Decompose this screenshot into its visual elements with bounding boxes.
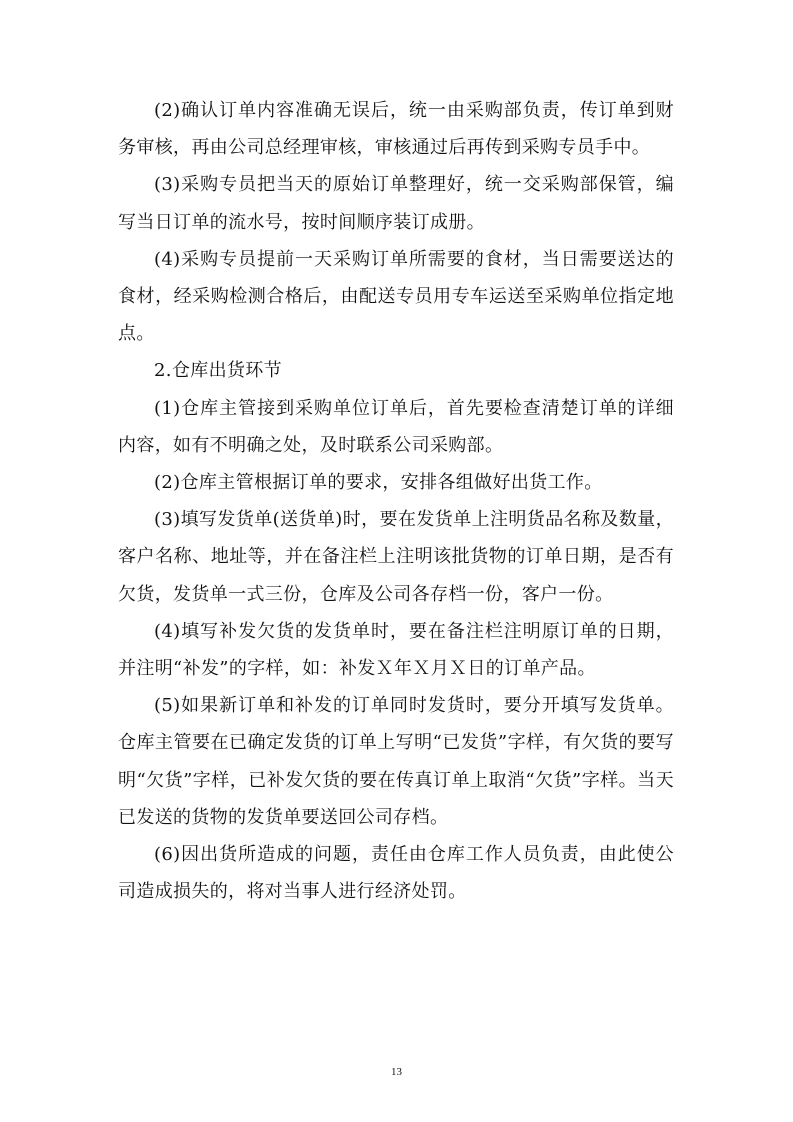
document-body xyxy=(118,92,674,910)
paragraph-ingredient-purchase: (4)采购专员提前一天采购订单所需要的食材，当日需要送达的食材，经采购检测合格后，由配送专员用专车运送至采购单位指定地点。 xyxy=(118,248,674,345)
section-heading-warehouse-shipping: 2.仓库出货环节 xyxy=(154,360,282,382)
paragraph-order-confirmation: (2)确认订单内容准确无误后，统一由采购部负责，传订单到财务审核，再由公司总经理审核，审核通过后再传到采购专员手中。 xyxy=(118,100,674,159)
paragraph-responsibility: (6)因出货所造成的问题，责任由仓库工作人员负责，由此使公司造成损失的，将对当事人进行经济处罚。 xyxy=(118,844,674,903)
paragraph-order-check: (1)仓库主管接到采购单位订单后，首先要检查清楚订单的详细内容，如有不明确之处，及时联系公司采购部。 xyxy=(118,397,674,456)
paragraph-order-archiving: (3)采购专员把当天的原始订单整理好，统一交采购部保管，编写当日订单的流水号，按时间顺序装订成册。 xyxy=(118,174,674,233)
paragraph-delivery-note: (3)填写发货单(送货单)时，要在发货单上注明货品名称及数量，客户名称、地址等，并在备注栏上注明该批货物的订单日期，是否有欠货，发货单一式三份，仓库及公司各存档一份，客户一份。 xyxy=(118,509,674,605)
paragraph-backorder-note: (4)填写补发欠货的发货单时，要在备注栏注明原订单的日期，并注明“补发”的字样，如：补发Ｘ年Ｘ月Ｘ日的订单产品。 xyxy=(118,620,674,680)
paragraph-separate-shipping: (5)如果新订单和补发的订单同时发货时，要分开填写发货单。仓库主管要在已确定发货的订单上写明“已发货”字样，有欠货的要写明“欠货”字样，已补发欠货的要在传真订单上取消“欠货”字样。当天已发送的货物的发货单要送回公司存档。 xyxy=(118,695,674,828)
page-number: 13 xyxy=(391,1066,402,1078)
paragraph-shipping-arrangement: (2)仓库主管根据订单的要求，安排各组做好出货工作。 xyxy=(154,472,603,494)
